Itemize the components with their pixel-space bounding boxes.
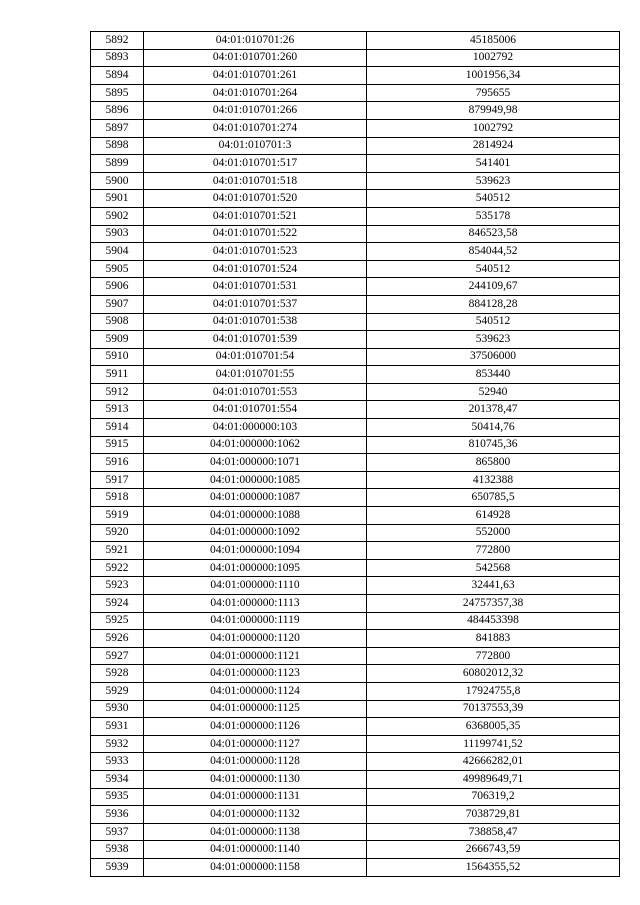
cadastral-number-cell: 04:01:010701:3 [144,137,367,155]
value-cell: 541401 [367,155,620,173]
value-cell: 2666743,59 [367,841,620,859]
value-cell: 540512 [367,313,620,331]
cadastral-number-cell: 04:01:010701:538 [144,313,367,331]
row-number-cell: 5900 [91,172,144,190]
row-number-cell: 5938 [91,841,144,859]
cadastral-number-cell: 04:01:010701:54 [144,348,367,366]
table-row [91,454,620,472]
cadastral-number-cell: 04:01:000000:1071 [144,454,367,472]
table-row [91,49,620,67]
cadastral-number-cell: 04:01:000000:1131 [144,788,367,806]
value-cell: 7038729,81 [367,806,620,824]
value-cell: 539623 [367,331,620,349]
value-cell: 2814924 [367,137,620,155]
table-row [91,524,620,542]
cadastral-number-cell: 04:01:000000:1158 [144,858,367,876]
cadastral-number-cell: 04:01:000000:1123 [144,665,367,683]
table-row [91,647,620,665]
cadastral-number-cell: 04:01:010701:518 [144,172,367,190]
value-cell: 865800 [367,454,620,472]
table-row [91,119,620,137]
row-number-cell: 5932 [91,735,144,753]
row-number-cell: 5911 [91,366,144,384]
cadastral-number-cell: 04:01:010701:531 [144,278,367,296]
cadastral-number-cell: 04:01:000000:1092 [144,524,367,542]
row-number-cell: 5919 [91,507,144,525]
table-row [91,172,620,190]
table-row [91,348,620,366]
row-number-cell: 5895 [91,84,144,102]
table-row [91,190,620,208]
cadastral-number-cell: 04:01:000000:1088 [144,507,367,525]
table-row [91,577,620,595]
table-row [91,67,620,85]
value-cell: 650785,5 [367,489,620,507]
cadastral-number-cell: 04:01:000000:1094 [144,542,367,560]
row-number-cell: 5918 [91,489,144,507]
cadastral-number-cell: 04:01:000000:1138 [144,823,367,841]
value-cell: 854044,52 [367,243,620,261]
cadastral-number-cell: 04:01:000000:1126 [144,718,367,736]
table-row [91,401,620,419]
cadastral-number-cell: 04:01:000000:1132 [144,806,367,824]
value-cell: 772800 [367,542,620,560]
cadastral-number-cell: 04:01:000000:1085 [144,471,367,489]
value-cell: 32441,63 [367,577,620,595]
row-number-cell: 5928 [91,665,144,683]
row-number-cell: 5909 [91,331,144,349]
table-row [91,595,620,613]
row-number-cell: 5939 [91,858,144,876]
row-number-cell: 5933 [91,753,144,771]
row-number-cell: 5902 [91,207,144,225]
table-row [91,471,620,489]
value-cell: 706319,2 [367,788,620,806]
table-row [91,753,620,771]
cadastral-number-cell: 04:01:000000:1125 [144,700,367,718]
cadastral-number-cell: 04:01:010701:261 [144,67,367,85]
cadastral-number-cell: 04:01:010701:274 [144,119,367,137]
cadastral-number-cell: 04:01:010701:264 [144,84,367,102]
row-number-cell: 5937 [91,823,144,841]
cadastral-number-cell: 04:01:000000:1119 [144,612,367,630]
table-row [91,102,620,120]
row-number-cell: 5936 [91,806,144,824]
value-cell: 70137553,39 [367,700,620,718]
table-row [91,313,620,331]
value-cell: 810745,36 [367,436,620,454]
cadastral-number-cell: 04:01:000000:1087 [144,489,367,507]
value-cell: 52940 [367,383,620,401]
table-row [91,225,620,243]
cadastral-number-cell: 04:01:010701:537 [144,295,367,313]
table-row [91,207,620,225]
row-number-cell: 5925 [91,612,144,630]
cadastral-number-cell: 04:01:010701:521 [144,207,367,225]
cadastral-number-cell: 04:01:010701:523 [144,243,367,261]
row-number-cell: 5929 [91,682,144,700]
table-row [91,665,620,683]
table-row [91,84,620,102]
row-number-cell: 5905 [91,260,144,278]
table-row [91,155,620,173]
table-row [91,489,620,507]
cadastral-number-cell: 04:01:000000:1113 [144,595,367,613]
value-cell: 201378,47 [367,401,620,419]
cadastral-number-cell: 04:01:000000:1121 [144,647,367,665]
table-row [91,735,620,753]
cadastral-number-cell: 04:01:000000:103 [144,419,367,437]
row-number-cell: 5901 [91,190,144,208]
cadastral-number-cell: 04:01:000000:1095 [144,559,367,577]
table-row [91,295,620,313]
row-number-cell: 5913 [91,401,144,419]
value-cell: 24757357,38 [367,595,620,613]
table-row [91,718,620,736]
table-row [91,32,620,50]
table-row [91,823,620,841]
row-number-cell: 5914 [91,419,144,437]
cadastral-value-table [90,31,620,877]
row-number-cell: 5916 [91,454,144,472]
table-row [91,137,620,155]
row-number-cell: 5894 [91,67,144,85]
row-number-cell: 5903 [91,225,144,243]
table-row [91,559,620,577]
row-number-cell: 5920 [91,524,144,542]
cadastral-number-cell: 04:01:000000:1124 [144,682,367,700]
table-row [91,682,620,700]
row-number-cell: 5923 [91,577,144,595]
value-cell: 540512 [367,190,620,208]
table-row [91,788,620,806]
row-number-cell: 5935 [91,788,144,806]
table-row [91,858,620,876]
value-cell: 552000 [367,524,620,542]
value-cell: 614928 [367,507,620,525]
cadastral-number-cell: 04:01:010701:539 [144,331,367,349]
table-row [91,806,620,824]
row-number-cell: 5893 [91,49,144,67]
value-cell: 1001956,34 [367,67,620,85]
value-cell: 37506000 [367,348,620,366]
cadastral-number-cell: 04:01:010701:55 [144,366,367,384]
table-row [91,243,620,261]
value-cell: 484453398 [367,612,620,630]
cadastral-number-cell: 04:01:010701:517 [144,155,367,173]
cadastral-number-cell: 04:01:000000:1110 [144,577,367,595]
table-row [91,542,620,560]
value-cell: 4132388 [367,471,620,489]
row-number-cell: 5931 [91,718,144,736]
value-cell: 738858,47 [367,823,620,841]
value-cell: 535178 [367,207,620,225]
table-row [91,436,620,454]
row-number-cell: 5917 [91,471,144,489]
cadastral-number-cell: 04:01:010701:553 [144,383,367,401]
table-row [91,278,620,296]
row-number-cell: 5915 [91,436,144,454]
cadastral-number-cell: 04:01:010701:26 [144,32,367,50]
row-number-cell: 5921 [91,542,144,560]
value-cell: 11199741,52 [367,735,620,753]
row-number-cell: 5927 [91,647,144,665]
cadastral-number-cell: 04:01:010701:266 [144,102,367,120]
value-cell: 841883 [367,630,620,648]
value-cell: 60802012,32 [367,665,620,683]
value-cell: 42666282,01 [367,753,620,771]
value-cell: 50414,76 [367,419,620,437]
cadastral-number-cell: 04:01:000000:1062 [144,436,367,454]
value-cell: 853440 [367,366,620,384]
row-number-cell: 5922 [91,559,144,577]
cadastral-number-cell: 04:01:010701:522 [144,225,367,243]
value-cell: 540512 [367,260,620,278]
value-cell: 884128,28 [367,295,620,313]
row-number-cell: 5924 [91,595,144,613]
value-cell: 17924755,8 [367,682,620,700]
row-number-cell: 5906 [91,278,144,296]
cadastral-number-cell: 04:01:000000:1120 [144,630,367,648]
row-number-cell: 5910 [91,348,144,366]
value-cell: 6368005,35 [367,718,620,736]
cadastral-number-cell: 04:01:000000:1130 [144,770,367,788]
row-number-cell: 5904 [91,243,144,261]
row-number-cell: 5892 [91,32,144,50]
table-row [91,770,620,788]
value-cell: 45185006 [367,32,620,50]
table-body [91,32,620,877]
table-row [91,507,620,525]
row-number-cell: 5912 [91,383,144,401]
row-number-cell: 5934 [91,770,144,788]
value-cell: 772800 [367,647,620,665]
value-cell: 539623 [367,172,620,190]
row-number-cell: 5896 [91,102,144,120]
cadastral-number-cell: 04:01:010701:520 [144,190,367,208]
table-row [91,383,620,401]
table-row [91,331,620,349]
table-row [91,419,620,437]
value-cell: 1002792 [367,49,620,67]
value-cell: 1002792 [367,119,620,137]
cadastral-number-cell: 04:01:010701:260 [144,49,367,67]
cadastral-number-cell: 04:01:000000:1127 [144,735,367,753]
row-number-cell: 5897 [91,119,144,137]
cadastral-number-cell: 04:01:010701:524 [144,260,367,278]
row-number-cell: 5926 [91,630,144,648]
table-row [91,630,620,648]
table-row [91,841,620,859]
value-cell: 49989649,71 [367,770,620,788]
row-number-cell: 5899 [91,155,144,173]
table-row [91,260,620,278]
cadastral-number-cell: 04:01:000000:1140 [144,841,367,859]
row-number-cell: 5898 [91,137,144,155]
value-cell: 879949,98 [367,102,620,120]
cadastral-number-cell: 04:01:010701:554 [144,401,367,419]
table-row [91,612,620,630]
row-number-cell: 5930 [91,700,144,718]
row-number-cell: 5908 [91,313,144,331]
table-row [91,700,620,718]
value-cell: 542568 [367,559,620,577]
cadastral-number-cell: 04:01:000000:1128 [144,753,367,771]
value-cell: 1564355,52 [367,858,620,876]
value-cell: 795655 [367,84,620,102]
value-cell: 846523,58 [367,225,620,243]
value-cell: 244109,67 [367,278,620,296]
row-number-cell: 5907 [91,295,144,313]
table-row [91,366,620,384]
